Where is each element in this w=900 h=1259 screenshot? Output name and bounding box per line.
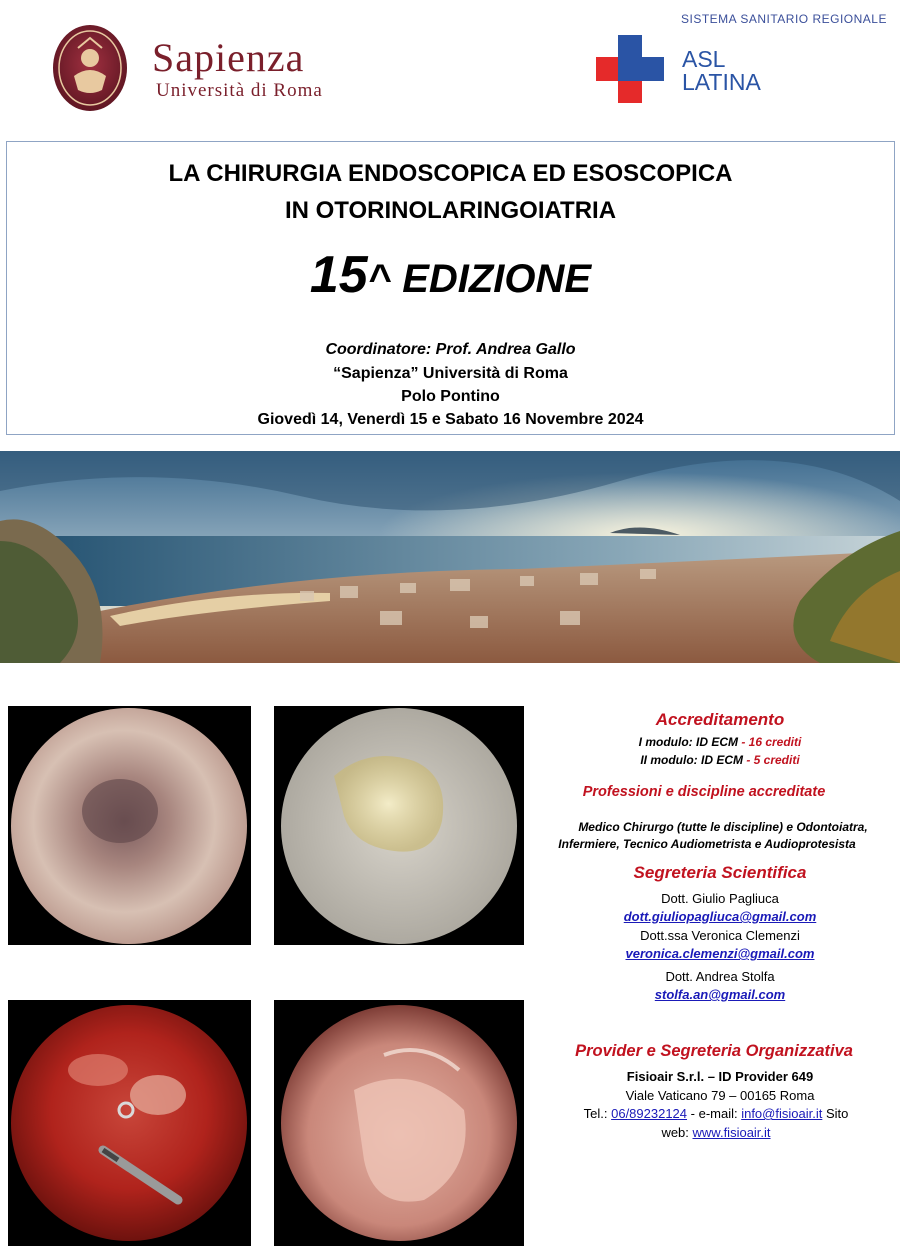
asl-label: ASL — [682, 46, 726, 72]
web-link[interactable]: www.fisioair.it — [692, 1125, 771, 1140]
endoscopic-image-ear-canal — [8, 706, 251, 945]
professions-line2: Infermiere, Tecnico Audiometrista e Audioprotesista — [558, 837, 856, 851]
surgery-drawing — [8, 1000, 251, 1246]
scientific-email-1-row — [540, 908, 900, 925]
provider-company: Fisioair S.r.l. – ID Provider 649 — [626, 1069, 814, 1084]
tel-link[interactable]: 06/89232124 — [611, 1106, 688, 1121]
edition-suffix: ^ EDIZIONE — [367, 257, 592, 301]
campus: Polo Pontino — [401, 388, 500, 405]
module1-line — [540, 734, 900, 750]
sapienza-name: Sapienza — [152, 35, 305, 80]
module1-label: I modulo: ID ECM — [638, 735, 738, 749]
provider-contacts — [536, 1105, 896, 1122]
scientific-email-2[interactable]: veronica.clemenzi@gmail.com — [625, 946, 815, 961]
endoscopic-image-eardrum — [274, 706, 524, 945]
university: “Sapienza” Università di Roma — [333, 365, 568, 382]
professions-heading: Professioni e discipline accreditate — [582, 784, 826, 800]
edition-title — [6, 244, 895, 310]
site-label: Sito — [822, 1106, 849, 1121]
module2-line — [540, 752, 900, 768]
edition-number: 15 — [309, 246, 368, 304]
course-title-line2: IN OTORINOLARINGOIATRIA — [284, 197, 617, 224]
scientific-email-3[interactable]: stolfa.an@gmail.com — [654, 987, 786, 1002]
scientific-email-2-row — [540, 945, 900, 962]
asl-cross-logo — [596, 35, 664, 103]
ear-canal-drawing — [8, 706, 251, 945]
email-link[interactable]: info@fisioair.it — [741, 1106, 823, 1121]
scientific-heading: Segreteria Scientifica — [633, 863, 807, 882]
sapienza-subtitle: Università di Roma — [156, 80, 323, 101]
module1-credits: - 16 crediti — [737, 735, 802, 749]
web-label: web: — [661, 1125, 693, 1140]
eardrum-drawing — [274, 706, 524, 945]
tel-label: Tel.: — [583, 1106, 612, 1121]
nasal-drawing — [274, 1000, 524, 1246]
accreditation-heading: Accreditamento — [655, 710, 785, 729]
module2-label: II modulo: ID ECM — [640, 753, 743, 767]
panorama-photo — [0, 451, 900, 663]
email-label: - e-mail: — [687, 1106, 742, 1121]
scientific-name-3: Dott. Andrea Stolfa — [665, 969, 775, 984]
professions-line1: Medico Chirurgo (tutte le discipline) e Odontoiatra, — [578, 820, 868, 834]
module2-credits: - 5 crediti — [742, 753, 800, 767]
endoscopic-image-nasal — [274, 1000, 524, 1246]
latina-label: LATINA — [682, 69, 761, 95]
provider-web — [536, 1124, 896, 1141]
scientific-name-2: Dott.ssa Veronica Clemenzi — [640, 928, 800, 943]
scientific-email-3-row — [540, 986, 900, 1003]
provider-address: Viale Vaticano 79 – 00165 Roma — [625, 1088, 815, 1103]
coordinator: Coordinatore: Prof. Andrea Gallo — [325, 341, 576, 358]
scientific-email-1[interactable]: dott.giuliopagliuca@gmail.com — [623, 909, 817, 924]
sapienza-seal-logo — [52, 24, 128, 112]
event-dates: Giovedì 14, Venerdì 15 e Sabato 16 Novembre 2024 — [257, 411, 644, 428]
ssr-label: SISTEMA SANITARIO REGIONALE — [681, 12, 887, 26]
endoscopic-image-surgery — [8, 1000, 251, 1246]
course-title-line1: LA CHIRURGIA ENDOSCOPICA ED ESOSCOPICA — [168, 160, 733, 187]
provider-heading: Provider e Segreteria Organizzativa — [575, 1042, 853, 1060]
scientific-name-1: Dott. Giulio Pagliuca — [661, 891, 779, 906]
